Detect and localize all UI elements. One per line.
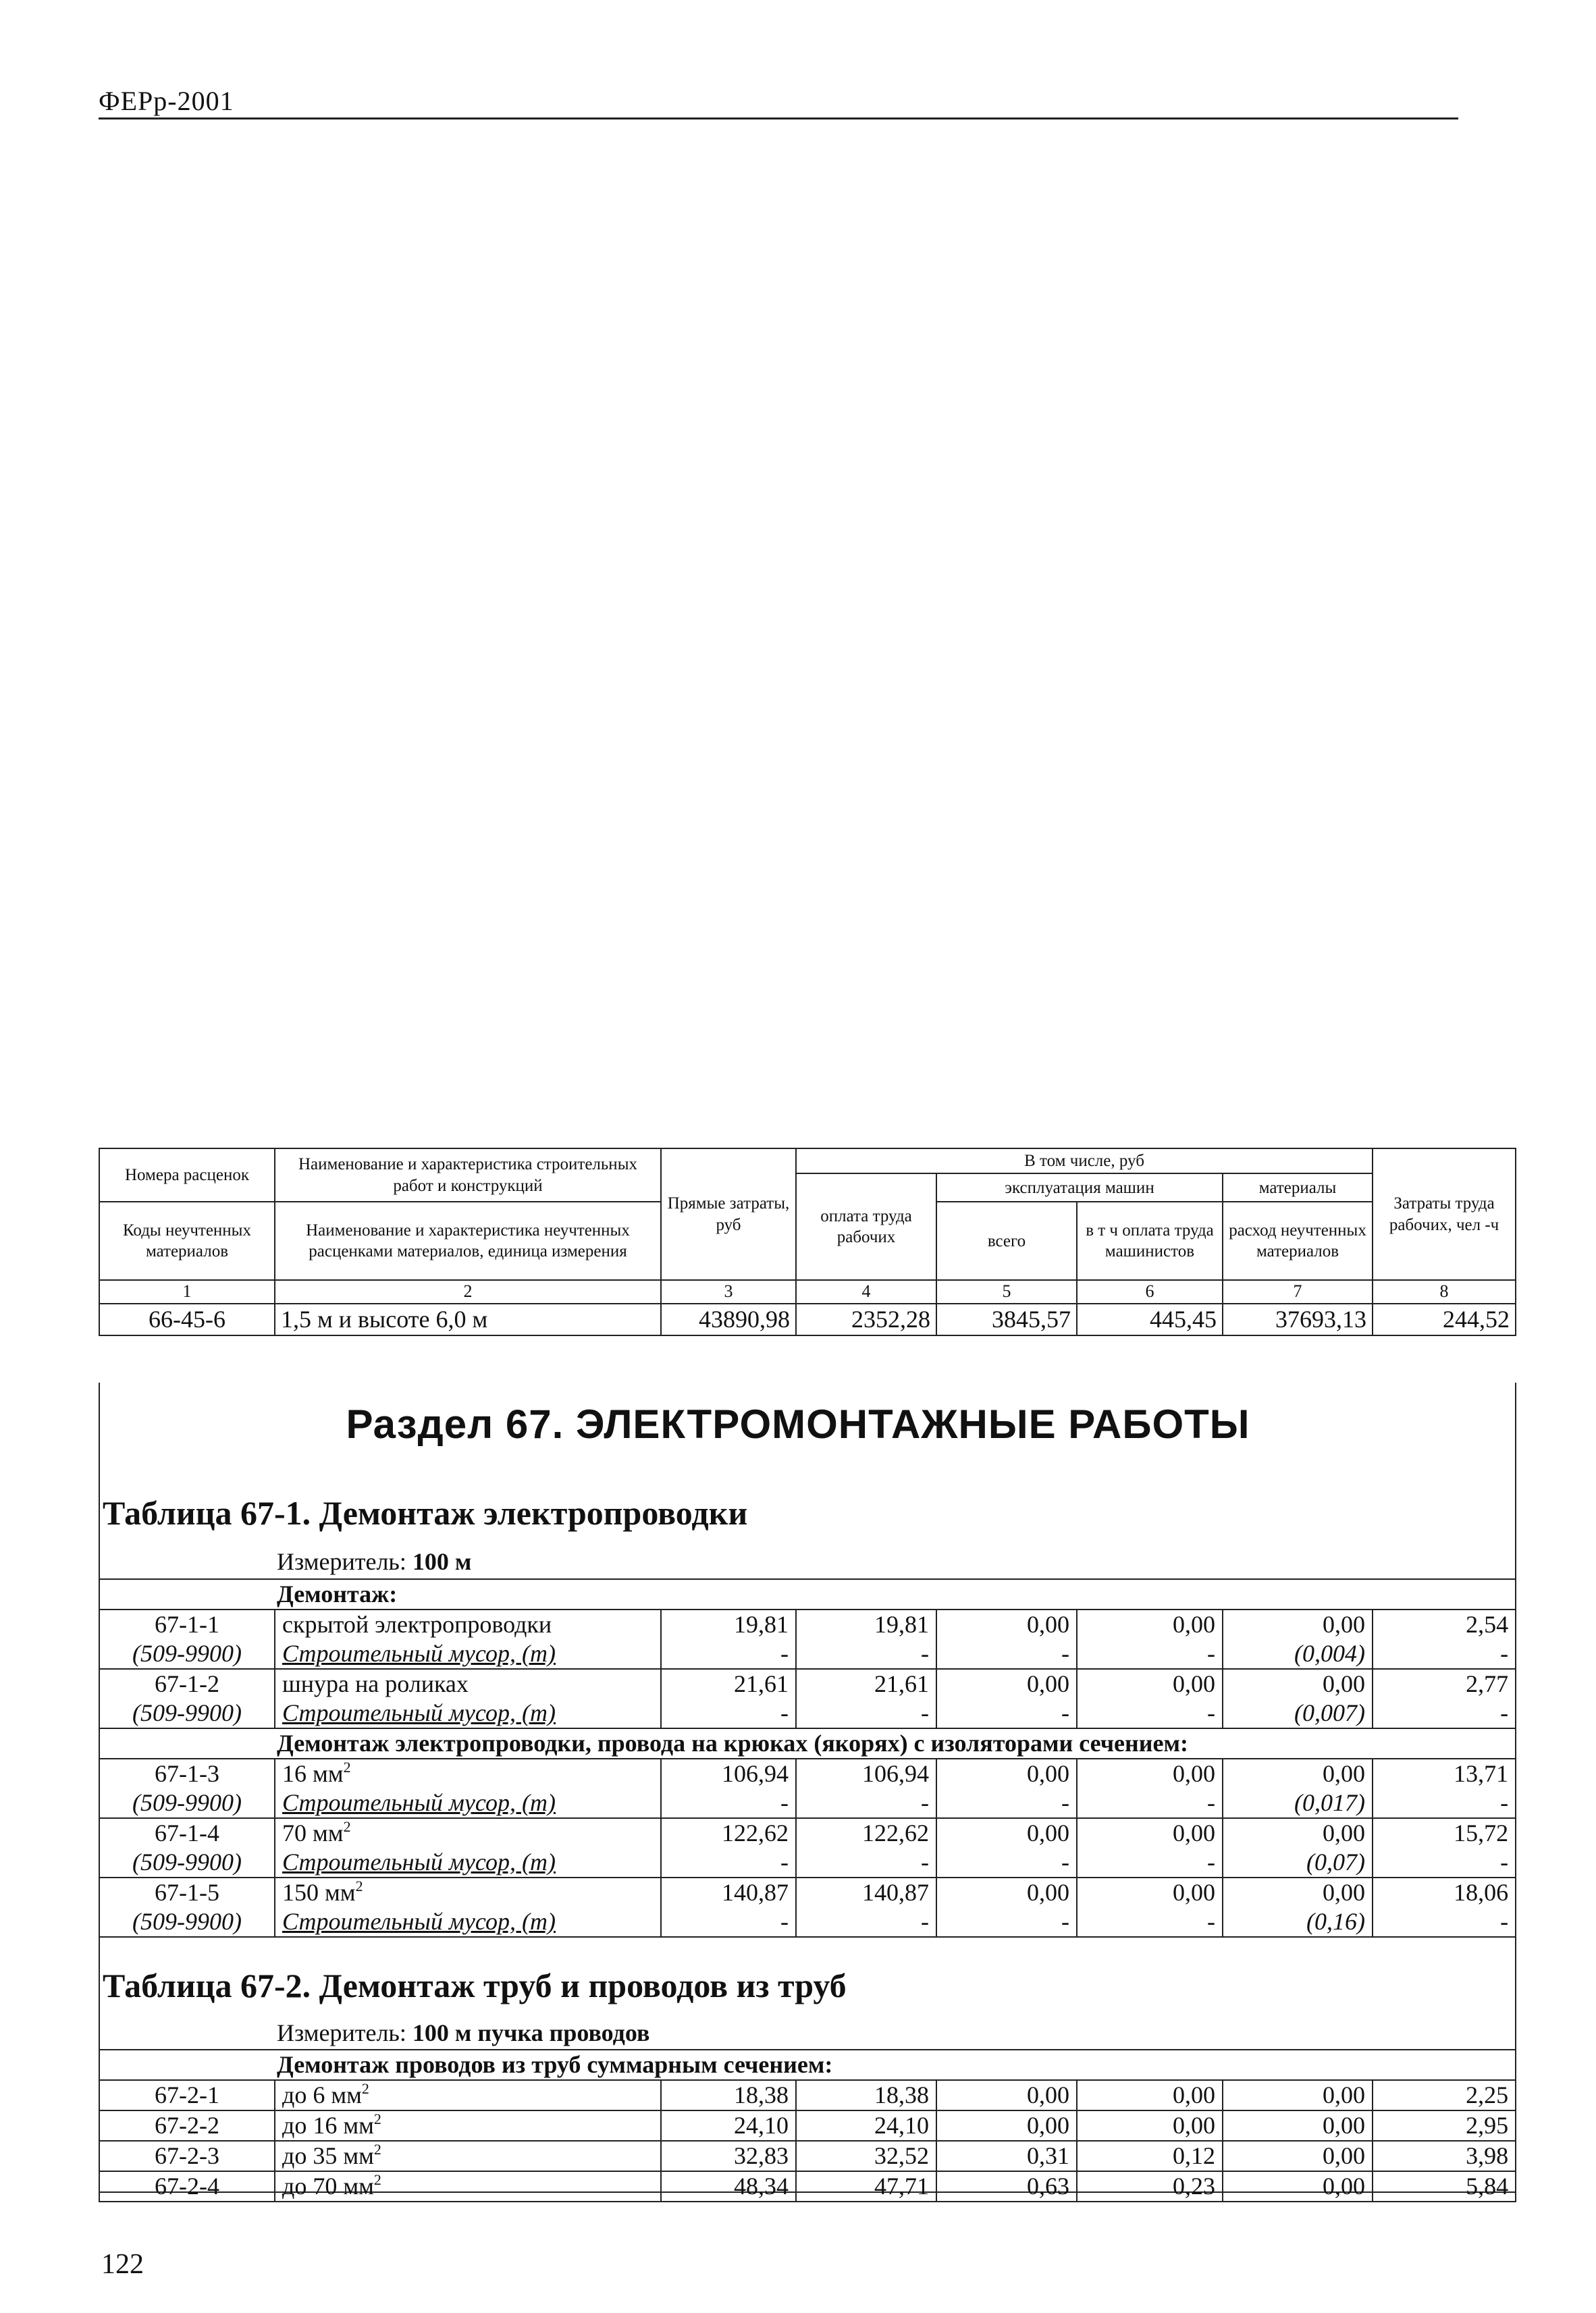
material-row [99,1788,1516,1818]
material-machines [936,1699,1077,1728]
rate-name-text: шнура на роликах [282,1670,469,1697]
material-operator [1077,1907,1223,1937]
materials: 37693,13 [1223,1304,1373,1335]
table-row [99,2141,1516,2171]
materials [1223,1759,1373,1788]
material-labor [1373,1699,1516,1728]
table-67-1 [99,1578,1516,1938]
labor-hours [1373,2110,1516,2141]
material-operator-text: - [1207,1908,1215,1935]
material-name-text: Строительный мусор, (т) [282,1789,556,1816]
worker-pay-text: 24,10 [874,2112,929,2139]
operator-pay-text: 0,23 [1173,2173,1215,2200]
header-material-codes: Коды неучтенных материалов [99,1202,275,1280]
group-dismantling-text: Демонтаж: [99,1579,1516,1610]
rate-name [275,1818,661,1848]
rate-name-text: 16 мм [282,1760,344,1787]
material-consumption [1223,1907,1373,1937]
labor-hours [1373,1878,1516,1907]
material-operator-text: - [1207,1699,1215,1726]
direct-costs-text: 48,34 [734,2173,789,2200]
rate-code [99,1878,275,1907]
machines-total-text: 0,00 [1027,2112,1069,2139]
operator-pay-text: 0,00 [1173,1819,1215,1846]
table-row [99,2171,1516,2202]
material-consumption-text: (0,16) [1306,1908,1365,1935]
direct-costs [661,1610,796,1639]
worker-pay [796,1818,936,1848]
material-name-text: Строительный мусор, (т) [282,1640,556,1667]
direct-costs-text: 122,62 [722,1819,789,1846]
table-67-1-meter [277,1547,471,1576]
rate-name [275,2171,661,2202]
group-pipe-wires-text: Демонтаж проводов из труб суммарным сечением: [99,2050,1516,2080]
direct-costs [661,2171,796,2202]
machines-total-text: 0,00 [1027,1611,1069,1638]
operator-pay-text: 0,00 [1173,1879,1215,1906]
operator-pay [1077,1669,1223,1699]
material-machines-text: - [1061,1640,1069,1667]
worker-pay-text: 122,62 [862,1819,929,1846]
machines-total-text: 0,63 [1027,2173,1069,2200]
material-code [99,1639,275,1669]
direct-costs [661,1878,796,1907]
direct-costs [661,2141,796,2171]
material-name-text: Строительный мусор, (т) [282,1849,556,1876]
table-67-1-title: Таблица 67-1. Демонтаж электропроводки [103,1494,748,1532]
group-hook-wiring [99,1728,1516,1759]
header-machines-total: всего [936,1202,1077,1280]
labor-hours: 244,52 [1373,1304,1516,1335]
header-worker-pay: оплата труда рабочих [796,1173,936,1280]
machines-total [936,2171,1077,2202]
operator-pay-text: 0,00 [1173,1611,1215,1638]
rate-name-text: до 35 мм [282,2142,374,2169]
table-row [99,2110,1516,2141]
material-operator-text: - [1207,1849,1215,1876]
rate-name-text: до 70 мм [282,2173,374,2200]
worker-pay-text: 140,87 [862,1879,929,1906]
worker-pay-text: 106,94 [862,1760,929,1787]
col-num-1: 1 [99,1280,275,1304]
material-consumption [1223,1788,1373,1818]
superscript: 2 [361,2080,369,2097]
material-code-text: (509-9900) [132,1908,242,1935]
materials-text: 0,00 [1323,1879,1365,1906]
material-direct-text: - [780,1849,789,1876]
materials-text: 0,00 [1323,2112,1365,2139]
rate-code-text: 67-2-2 [155,2112,219,2139]
superscript: 2 [355,1878,363,1894]
material-consumption [1223,1848,1373,1878]
material-operator [1077,1639,1223,1669]
labor-hours [1373,2141,1516,2171]
col-num-4: 4 [796,1280,936,1304]
direct-costs-text: 19,81 [734,1611,789,1638]
material-direct [661,1788,796,1818]
material-labor [1373,1907,1516,1937]
superscript: 2 [343,1759,351,1776]
material-name-text: Строительный мусор, (т) [282,1908,556,1935]
materials [1223,2080,1373,2110]
rate-code-text: 67-1-1 [155,1611,219,1638]
rate-code-text: 67-2-3 [155,2142,219,2169]
material-consumption [1223,1699,1373,1728]
material-labor [1373,1848,1516,1878]
header-labor-hours: Затраты труда рабочих, чел -ч [1373,1148,1516,1280]
operator-pay-text: 0,00 [1173,1760,1215,1787]
material-row [99,1848,1516,1878]
operator-pay [1077,1818,1223,1848]
materials [1223,2110,1373,2141]
material-consumption-text: (0,07) [1306,1849,1365,1876]
rate-name-text: 150 мм [282,1879,356,1906]
machines-total [936,1610,1077,1639]
rate-code [99,1669,275,1699]
operator-pay [1077,1878,1223,1907]
material-machines-text: - [1061,1789,1069,1816]
material-machines [936,1848,1077,1878]
worker-pay-text: 18,38 [874,2081,929,2108]
materials-text: 0,00 [1323,2142,1365,2169]
running-head: ФЕРр-2001 [99,86,234,116]
page-number: 122 [101,2249,144,2280]
material-operator-text: - [1207,1789,1215,1816]
materials-text: 0,00 [1323,2081,1365,2108]
worker-pay [796,2141,936,2171]
direct-costs-text: 140,87 [722,1879,789,1906]
material-code-text: (509-9900) [132,1699,242,1726]
direct-costs [661,1669,796,1699]
material-worker-text: - [921,1640,929,1667]
machines-total-text: 0,00 [1027,2081,1069,2108]
operator-pay-text: 0,00 [1173,1670,1215,1697]
material-direct [661,1639,796,1669]
worker-pay-text: 32,52 [874,2142,929,2169]
material-worker [796,1788,936,1818]
direct-costs [661,2110,796,2141]
rate-code-text: 67-2-4 [155,2173,219,2200]
materials-text: 0,00 [1323,2173,1365,2200]
operator-pay-text: 0,00 [1173,2112,1215,2139]
direct-costs-text: 32,83 [734,2142,789,2169]
labor-hours [1373,1610,1516,1639]
rate-name-text: 70 мм [282,1819,344,1846]
machines-total: 3845,57 [936,1304,1077,1335]
material-direct [661,1848,796,1878]
material-worker-text: - [921,1699,929,1726]
material-name [275,1907,661,1937]
worker-pay [796,1610,936,1639]
material-operator [1077,1848,1223,1878]
machines-total-text: 0,00 [1027,1819,1069,1846]
meter-label: Измеритель: [277,2019,406,2046]
direct-costs [661,1759,796,1788]
labor-hours [1373,2171,1516,2202]
header-material-consumption: расход неучтенных материалов [1223,1202,1373,1280]
header-machines: эксплуатация машин [936,1173,1223,1202]
rate-code [99,2080,275,2110]
superscript: 2 [373,2110,381,2127]
superscript: 2 [373,2171,381,2188]
rate-code-text: 67-1-3 [155,1760,219,1787]
material-operator-text: - [1207,1640,1215,1667]
labor-hours-text: 18,06 [1454,1879,1509,1906]
material-direct [661,1907,796,1937]
meter-value: 100 м [412,1548,472,1575]
material-machines-text: - [1061,1699,1069,1726]
material-code [99,1699,275,1728]
material-code-text: (509-9900) [132,1789,242,1816]
rate-name [275,2080,661,2110]
material-consumption-text: (0,017) [1294,1789,1365,1816]
material-consumption-text: (0,007) [1294,1699,1365,1726]
labor-hours-text: 2,77 [1466,1670,1509,1697]
header-materials: материалы [1223,1173,1373,1202]
machines-total-text: 0,00 [1027,1879,1069,1906]
labor-hours-text: 3,98 [1466,2142,1509,2169]
table-67-2-title: Таблица 67-2. Демонтаж труб и проводов из труб [103,1967,847,2004]
table-67-2-meter [277,2019,649,2047]
labor-hours-text: 2,54 [1466,1611,1509,1638]
material-labor-text: - [1500,1849,1509,1876]
material-direct-text: - [780,1789,789,1816]
operator-pay [1077,1759,1223,1788]
material-machines [936,1788,1077,1818]
materials [1223,1669,1373,1699]
material-labor-text: - [1500,1789,1509,1816]
material-direct-text: - [780,1640,789,1667]
operator-pay [1077,1610,1223,1639]
direct-costs-text: 18,38 [734,2081,789,2108]
table-row [99,1610,1516,1639]
labor-hours-text: 2,95 [1466,2112,1509,2139]
rate-name [275,1759,661,1788]
rate-name [275,1878,661,1907]
meter-label: Измеритель: [277,1548,406,1575]
rate-code [99,1818,275,1848]
header-direct-costs: Прямые затраты, руб [661,1148,796,1280]
materials [1223,1818,1373,1848]
worker-pay [796,2171,936,2202]
machines-total-text: 0,00 [1027,1760,1069,1787]
machines-total [936,1759,1077,1788]
header-including: В том числе, руб [796,1148,1373,1173]
operator-pay-text: 0,00 [1173,2081,1215,2108]
direct-costs-text: 106,94 [722,1760,789,1787]
labor-hours [1373,1669,1516,1699]
direct-costs [661,2080,796,2110]
col-num-2: 2 [275,1280,661,1304]
worker-pay: 2352,28 [796,1304,936,1335]
group-pipe-wires [99,2050,1516,2080]
header-column-numbers [99,1280,1516,1304]
machines-total-text: 0,00 [1027,1670,1069,1697]
worker-pay-text: 21,61 [874,1670,929,1697]
material-name [275,1788,661,1818]
material-consumption-text: (0,004) [1294,1640,1365,1667]
labor-hours [1373,2080,1516,2110]
worker-pay [796,1878,936,1907]
material-code [99,1907,275,1937]
rate-code [99,2110,275,2141]
rate-name-text: до 16 мм [282,2112,374,2139]
rate-name [275,2141,661,2171]
worker-pay-text: 47,71 [874,2173,929,2200]
material-name [275,1639,661,1669]
col-num-3: 3 [661,1280,796,1304]
col-num-5: 5 [936,1280,1077,1304]
section-title: Раздел 67. ЭЛЕКТРОМОНТАЖНЫЕ РАБОТЫ [346,1402,1250,1447]
worker-pay [796,1759,936,1788]
material-machines-text: - [1061,1849,1069,1876]
material-worker-text: - [921,1849,929,1876]
group-dismantling [99,1579,1516,1610]
materials [1223,2141,1373,2171]
material-labor [1373,1639,1516,1669]
machines-total [936,2141,1077,2171]
labor-hours [1373,1759,1516,1788]
operator-pay: 445,45 [1077,1304,1223,1335]
rate-name [275,1669,661,1699]
material-code [99,1848,275,1878]
col-num-7: 7 [1223,1280,1373,1304]
labor-hours [1373,1818,1516,1848]
previous-rate-row [99,1304,1516,1335]
superscript: 2 [373,2141,381,2158]
labor-hours-text: 5,84 [1466,2173,1509,2200]
rate-name [275,1610,661,1639]
material-machines [936,1639,1077,1669]
rate-code-text: 67-1-5 [155,1879,219,1906]
material-labor-text: - [1500,1908,1509,1935]
material-name [275,1699,661,1728]
material-name-text: Строительный мусор, (т) [282,1699,556,1726]
header-work-name: Наименование и характеристика строительных работ и конструкций [275,1148,661,1202]
table-row [99,2080,1516,2110]
materials-text: 0,00 [1323,1760,1365,1787]
material-direct-text: - [780,1699,789,1726]
meter-value: 100 м пучка проводов [412,2019,650,2046]
material-worker-text: - [921,1789,929,1816]
rate-code-text: 67-1-4 [155,1819,219,1846]
operator-pay [1077,2080,1223,2110]
table-row [99,1878,1516,1907]
table-row [99,1669,1516,1699]
rate-code-text: 67-2-1 [155,2081,219,2108]
rate-code [99,1610,275,1639]
header-rate-numbers: Номера расценок [99,1148,275,1202]
col-num-8: 8 [1373,1280,1516,1304]
materials [1223,1610,1373,1639]
table-row [99,1818,1516,1848]
material-operator [1077,1788,1223,1818]
materials-text: 0,00 [1323,1670,1365,1697]
materials [1223,2171,1373,2202]
material-worker [796,1639,936,1669]
material-direct-text: - [780,1908,789,1935]
materials [1223,1878,1373,1907]
material-worker [796,1699,936,1728]
norm-table-header [99,1148,1516,1336]
machines-total [936,1669,1077,1699]
materials-text: 0,00 [1323,1819,1365,1846]
operator-pay [1077,2110,1223,2141]
material-worker [796,1907,936,1937]
rate-name-text: до 6 мм [282,2081,362,2108]
machines-total [936,1818,1077,1848]
rate-code [99,2171,275,2202]
material-operator [1077,1699,1223,1728]
group-hook-wiring-text: Демонтаж электропроводки, провода на крюках (якорях) с изоляторами сечением: [99,1728,1516,1759]
worker-pay [796,2080,936,2110]
material-code-text: (509-9900) [132,1849,242,1876]
materials-text: 0,00 [1323,1611,1365,1638]
rate-code [99,2141,275,2171]
rate-code [99,1759,275,1788]
material-labor-text: - [1500,1699,1509,1726]
machines-total [936,2110,1077,2141]
header-operator-pay: в т ч оплата труда машинистов [1077,1202,1223,1280]
worker-pay-text: 19,81 [874,1611,929,1638]
header-material-name: Наименование и характеристика неучтенных расценками материалов, единица измерения [275,1202,661,1280]
material-worker-text: - [921,1908,929,1935]
machines-total [936,2080,1077,2110]
material-direct [661,1699,796,1728]
machines-total-text: 0,31 [1027,2142,1069,2169]
direct-costs-text: 21,61 [734,1670,789,1697]
direct-costs [661,1818,796,1848]
operator-pay [1077,2171,1223,2202]
direct-costs: 43890,98 [661,1304,796,1335]
labor-hours-text: 15,72 [1454,1819,1509,1846]
superscript: 2 [343,1818,351,1835]
rate-name [275,2110,661,2141]
worker-pay [796,2110,936,2141]
material-labor-text: - [1500,1640,1509,1667]
material-code [99,1788,275,1818]
material-machines [936,1907,1077,1937]
header-rule [99,117,1458,119]
material-consumption [1223,1639,1373,1669]
col-num-6: 6 [1077,1280,1223,1304]
material-machines-text: - [1061,1908,1069,1935]
worker-pay [796,1669,936,1699]
material-code-text: (509-9900) [132,1640,242,1667]
operator-pay-text: 0,12 [1173,2142,1215,2169]
rate-name: 1,5 м и высоте 6,0 м [275,1304,661,1335]
material-labor [1373,1788,1516,1818]
table-row [99,1759,1516,1788]
table-67-2 [99,2049,1516,2202]
rate-name-text: скрытой электропроводки [282,1611,552,1638]
material-row [99,1699,1516,1728]
direct-costs-text: 24,10 [734,2112,789,2139]
rate-code: 66-45-6 [99,1304,275,1335]
material-row [99,1907,1516,1937]
labor-hours-text: 13,71 [1454,1760,1509,1787]
material-row [99,1639,1516,1669]
material-worker [796,1848,936,1878]
operator-pay [1077,2141,1223,2171]
rate-code-text: 67-1-2 [155,1670,219,1697]
machines-total [936,1878,1077,1907]
material-name [275,1848,661,1878]
labor-hours-text: 2,25 [1466,2081,1509,2108]
